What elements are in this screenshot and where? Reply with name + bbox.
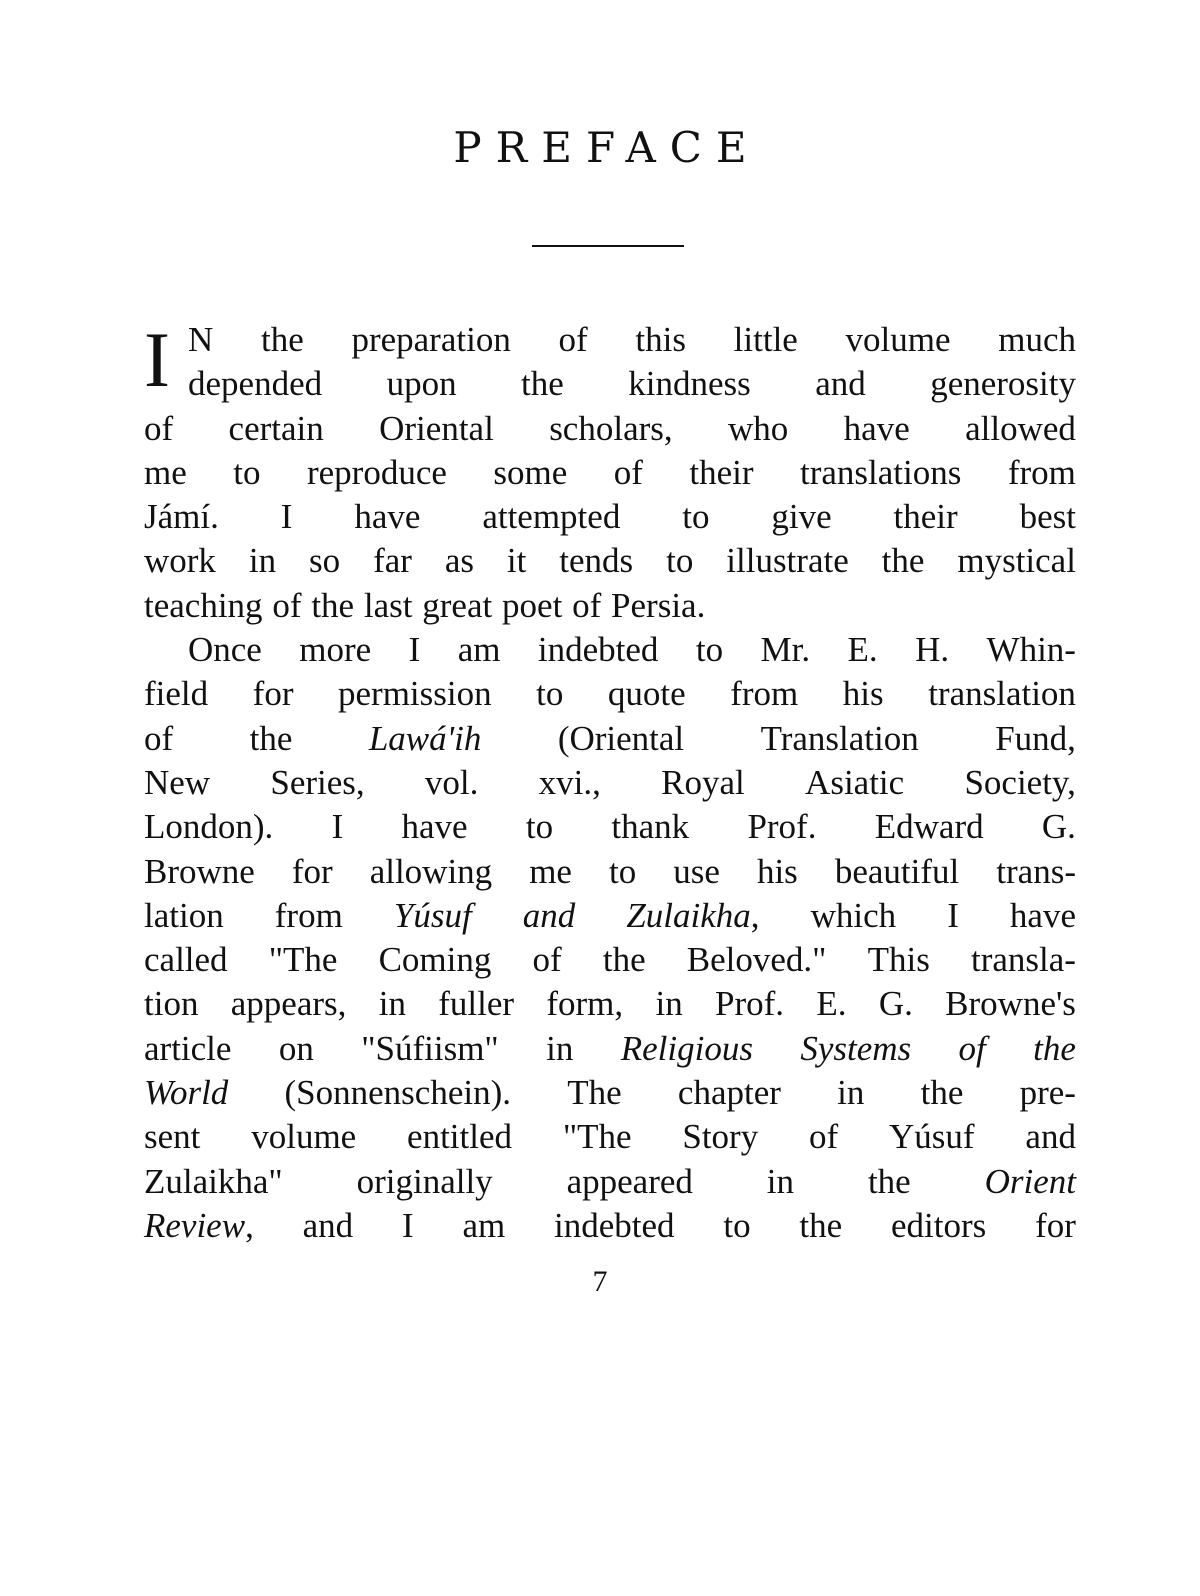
word: certain xyxy=(228,408,324,448)
word: last xyxy=(363,585,413,625)
word: E. xyxy=(847,630,878,670)
word: Religious xyxy=(620,1028,753,1068)
word: originally xyxy=(356,1161,493,1201)
word: Prof. xyxy=(747,807,817,847)
word: transla- xyxy=(971,940,1076,980)
word: N xyxy=(188,320,214,359)
word: allowing xyxy=(369,851,493,891)
word: lation xyxy=(144,895,224,935)
text-line xyxy=(144,584,1076,628)
word: indebted xyxy=(537,630,659,670)
word: who xyxy=(728,408,789,448)
word: chapter xyxy=(677,1073,781,1113)
word: Lawá'ih xyxy=(368,718,482,758)
word: New xyxy=(144,762,211,802)
heading-rule xyxy=(532,245,684,247)
word: and xyxy=(1025,1117,1076,1157)
word: Edward xyxy=(874,807,984,847)
word: editors xyxy=(891,1205,987,1245)
word: work xyxy=(144,541,216,581)
word: the xyxy=(920,1073,964,1113)
text-line xyxy=(144,318,1076,362)
word: scholars, xyxy=(549,408,673,448)
word: of xyxy=(272,585,302,625)
text-line xyxy=(144,761,1076,805)
word: G. xyxy=(878,984,913,1024)
word: from xyxy=(274,895,343,935)
word: translations xyxy=(800,452,962,492)
word: of xyxy=(613,452,643,492)
word: Asiatic xyxy=(805,762,905,802)
word: The xyxy=(567,1073,622,1113)
punctuation: , xyxy=(750,895,760,935)
word: I xyxy=(331,807,344,847)
word: Story xyxy=(682,1117,759,1157)
word: volume xyxy=(251,1117,357,1157)
word: beautiful xyxy=(834,851,960,891)
word: use xyxy=(673,851,720,891)
word: reproduce xyxy=(306,452,447,492)
word: his xyxy=(842,674,884,714)
word: Mr. xyxy=(760,630,811,670)
word: London). xyxy=(144,807,274,847)
preface-heading: PREFACE xyxy=(453,123,761,172)
word: depended xyxy=(188,364,323,404)
word-group xyxy=(144,1204,254,1248)
text-line xyxy=(144,539,1076,583)
word: called xyxy=(144,940,228,980)
word: Once xyxy=(188,630,262,670)
word: vol. xyxy=(424,762,479,802)
word: have xyxy=(843,408,910,448)
word: sent xyxy=(144,1117,201,1157)
word: of xyxy=(809,1117,839,1157)
word: the xyxy=(799,1205,843,1245)
word: of xyxy=(144,718,174,758)
word: Zulaikha" xyxy=(144,1161,283,1201)
text-line xyxy=(144,982,1076,1026)
word: permission xyxy=(338,674,492,714)
word: Translation xyxy=(760,718,919,758)
word: Fund, xyxy=(995,718,1076,758)
word: have xyxy=(354,497,421,537)
word: for xyxy=(1035,1205,1076,1245)
word: me xyxy=(529,851,572,891)
word: E. xyxy=(816,984,847,1024)
word: preparation xyxy=(351,320,511,359)
word: it xyxy=(506,541,527,581)
word: and xyxy=(522,895,576,935)
word: am xyxy=(462,1205,506,1245)
word: in xyxy=(378,984,406,1024)
word: Whin- xyxy=(986,630,1076,670)
word: "The xyxy=(562,1117,632,1157)
word: much xyxy=(998,320,1076,359)
word: the xyxy=(249,718,293,758)
word: this xyxy=(635,320,686,359)
word: I xyxy=(280,497,293,537)
word: from xyxy=(730,674,799,714)
punctuation: , xyxy=(245,1205,254,1245)
word: in xyxy=(837,1073,865,1113)
word: in xyxy=(766,1161,795,1201)
word: the xyxy=(867,1161,911,1201)
word: for xyxy=(252,674,294,714)
word: thank xyxy=(611,807,690,847)
word: Jámí. xyxy=(144,497,219,537)
word: I xyxy=(947,895,959,935)
word: far xyxy=(373,541,412,581)
word: to xyxy=(525,807,554,847)
text-line xyxy=(144,1115,1076,1159)
word: the xyxy=(260,320,304,359)
preface-text xyxy=(144,318,1076,1248)
word: on xyxy=(278,1028,314,1068)
word: Series, xyxy=(270,762,365,802)
text-line xyxy=(144,1204,1076,1248)
word: Persia. xyxy=(611,585,706,625)
word: indebted xyxy=(554,1205,675,1245)
word: to xyxy=(536,674,564,714)
word: generosity xyxy=(930,364,1076,404)
word: poet xyxy=(502,585,563,625)
word: Systems xyxy=(800,1028,912,1068)
word: I xyxy=(408,630,421,670)
word: am xyxy=(457,630,501,670)
word: and xyxy=(815,364,866,404)
word: have xyxy=(401,807,468,847)
word: G. xyxy=(1041,807,1076,847)
word: the xyxy=(521,364,564,404)
word: the xyxy=(881,541,925,581)
word: Orient xyxy=(984,1161,1076,1201)
text-line xyxy=(144,672,1076,716)
text-line xyxy=(144,894,1076,938)
word: field xyxy=(144,674,209,714)
text-line xyxy=(144,407,1076,451)
text-line xyxy=(144,362,1076,406)
word: fuller xyxy=(438,984,515,1024)
word-group xyxy=(626,894,759,938)
word: as xyxy=(444,541,474,581)
word: to xyxy=(666,541,694,581)
word: of xyxy=(558,320,588,359)
word: upon xyxy=(386,364,457,404)
word: Beloved." xyxy=(686,940,827,980)
word: so xyxy=(309,541,341,581)
word: Browne xyxy=(144,851,255,891)
word: Yúsuf xyxy=(393,895,472,935)
word: pre- xyxy=(1019,1073,1076,1113)
word: teaching xyxy=(144,585,263,625)
text-line xyxy=(144,451,1076,495)
page-number: 7 xyxy=(592,1265,608,1298)
word: Zulaikha xyxy=(626,895,751,935)
word: article xyxy=(144,1028,232,1068)
word: the xyxy=(602,940,646,980)
word: volume xyxy=(845,320,951,359)
word: best xyxy=(1019,497,1076,537)
word: xvi., xyxy=(538,762,601,802)
text-line xyxy=(144,850,1076,894)
word: of xyxy=(532,940,562,980)
word: in xyxy=(655,984,683,1024)
text-line xyxy=(144,938,1076,982)
word: of xyxy=(958,1028,986,1068)
word: Review xyxy=(144,1205,246,1245)
word: H. xyxy=(915,630,950,670)
word: Society, xyxy=(964,762,1076,802)
word: translation xyxy=(928,674,1076,714)
word: of xyxy=(144,408,174,448)
text-line xyxy=(144,495,1076,539)
word: from xyxy=(1007,452,1076,492)
word: (Sonnenschein). xyxy=(284,1073,512,1113)
word: World xyxy=(144,1073,229,1113)
text-line xyxy=(144,1071,1076,1115)
word: which xyxy=(810,895,897,935)
word: to xyxy=(723,1205,751,1245)
word: have xyxy=(1009,895,1076,935)
word: Oriental xyxy=(379,408,494,448)
word: tends xyxy=(559,541,634,581)
word: great xyxy=(422,585,493,625)
word: appeared xyxy=(566,1161,693,1201)
word: their xyxy=(689,452,754,492)
word: Royal xyxy=(661,762,745,802)
word: "The xyxy=(268,940,338,980)
word: Prof. xyxy=(715,984,785,1024)
word: the xyxy=(1033,1028,1076,1068)
word: in xyxy=(546,1028,574,1068)
word: (Oriental xyxy=(557,718,685,758)
word: kindness xyxy=(628,364,751,404)
word: Yúsuf xyxy=(889,1117,975,1157)
word: of xyxy=(572,585,602,625)
word: and xyxy=(302,1205,354,1245)
word: more xyxy=(299,630,372,670)
word: appears, xyxy=(230,984,347,1024)
word: some xyxy=(493,452,568,492)
text-line xyxy=(144,1027,1076,1071)
word: I xyxy=(401,1205,414,1245)
word: little xyxy=(733,320,798,359)
word: me xyxy=(144,452,187,492)
word: trans- xyxy=(996,851,1076,891)
word: to xyxy=(233,452,261,492)
word: allowed xyxy=(965,408,1076,448)
word: Coming xyxy=(378,940,492,980)
text-line xyxy=(144,805,1076,849)
word: mystical xyxy=(957,541,1076,581)
word: Browne's xyxy=(945,984,1076,1024)
word: for xyxy=(291,851,333,891)
word: their xyxy=(893,497,958,537)
word: to xyxy=(682,497,710,537)
text-line xyxy=(144,1160,1076,1204)
drop-cap: I xyxy=(144,316,170,403)
text-line xyxy=(144,628,1076,672)
word: tion xyxy=(144,984,199,1024)
word: to xyxy=(609,851,637,891)
word: his xyxy=(756,851,798,891)
word: in xyxy=(248,541,277,581)
word: attempted xyxy=(482,497,621,537)
word: give xyxy=(771,497,832,537)
word: quote xyxy=(607,674,686,714)
word: This xyxy=(867,940,930,980)
text-line xyxy=(144,717,1076,761)
word: "Súfiism" xyxy=(361,1028,499,1068)
word: illustrate xyxy=(726,541,849,581)
word: the xyxy=(311,585,355,625)
word: form, xyxy=(546,984,624,1024)
word: to xyxy=(695,630,724,670)
word: entitled xyxy=(407,1117,512,1157)
